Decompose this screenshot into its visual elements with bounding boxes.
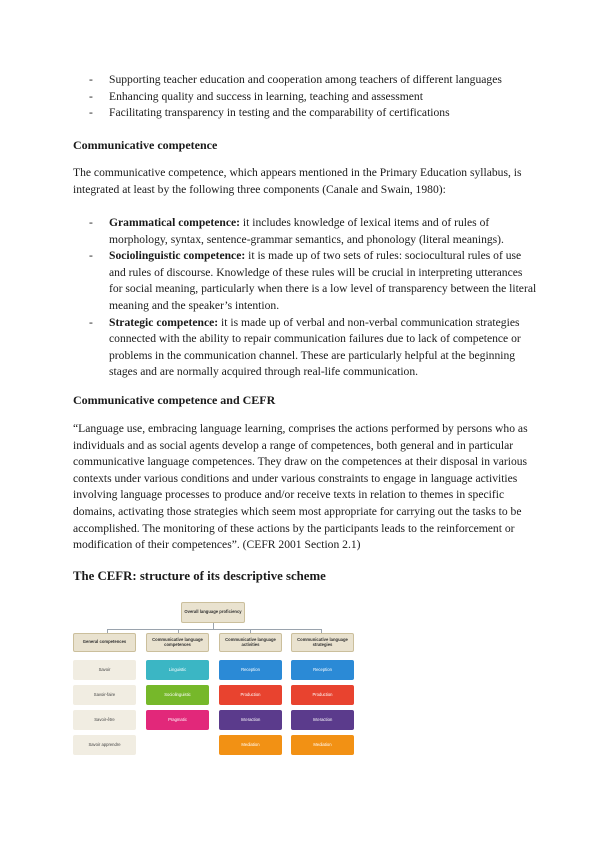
components-list bbox=[89, 215, 537, 381]
item-savoir: Savoir bbox=[73, 660, 136, 680]
root-overall-language-proficiency: Overall language proficiency bbox=[181, 602, 245, 623]
heading-communicative-competence-cefr: Communicative competence and CEFR bbox=[73, 393, 276, 407]
header-communicative-language-competences: Communicative language competences bbox=[146, 633, 209, 652]
term-strategic: Strategic competence: bbox=[109, 315, 219, 329]
header-general-competences: General competences bbox=[73, 633, 136, 652]
definition-grammatical: it includes knowledge of lexical items and of rules of morphology, syntax, sentence-grammar semantics, and phonology (literal meanings). bbox=[109, 216, 504, 246]
intro-paragraph: The communicative competence, which appears mentioned in the Primary Education syllabus, is integrated at least by the following three components (Canale and Swain, 1980): bbox=[73, 166, 522, 196]
heading-cefr-scheme: The CEFR: structure of its descriptive scheme bbox=[73, 569, 326, 583]
item-strategies-production: Production bbox=[291, 685, 354, 705]
list-item-strategic bbox=[89, 315, 537, 381]
list-item-sociolinguistic bbox=[89, 248, 537, 314]
definition-sociolinguistic: it is made up of two sets of rules: sociocultural rules of use and rules of discourse. Knowledge of these rules will be crucial in interpreting utterances for social meaning, particularly when there is a low level of transparency between the literal meaning and the speaker’s intention. bbox=[109, 249, 537, 312]
item-activities-reception: Reception bbox=[219, 660, 282, 680]
list-item: - Facilitating transparency in testing and the comparability of certifications bbox=[89, 105, 549, 122]
item-strategies-interaction: Interaction bbox=[291, 710, 354, 730]
term-sociolinguistic: Sociolinguistic competence: bbox=[109, 249, 246, 263]
item-strategies-reception: Reception bbox=[291, 660, 354, 680]
item-activities-interaction: Interaction bbox=[219, 710, 282, 730]
header-communicative-language-activities: Communicative language activities bbox=[219, 633, 282, 652]
item-linguistic: Linguistic bbox=[146, 660, 209, 680]
objectives-list bbox=[89, 72, 549, 122]
connector-line bbox=[107, 629, 321, 630]
item-activities-mediation: Mediation bbox=[219, 735, 282, 755]
item-activities-production: Production bbox=[219, 685, 282, 705]
header-communicative-language-strategies: Communicative language strategies bbox=[291, 633, 354, 652]
heading-communicative-competence: Communicative competence bbox=[73, 138, 218, 152]
cefr-scheme-diagram bbox=[73, 599, 355, 761]
item-sociolinguistic: Sociolinguistic bbox=[146, 685, 209, 705]
list-item-grammatical bbox=[89, 215, 537, 248]
item-strategies-mediation: Mediation bbox=[291, 735, 354, 755]
term-grammatical: Grammatical competence: bbox=[109, 216, 241, 229]
list-item: - Supporting teacher education and cooperation among teachers of different languages bbox=[89, 72, 549, 89]
item-savoir-etre: Savoir-être bbox=[73, 710, 136, 730]
item-savoir-faire: Savoir-faire bbox=[73, 685, 136, 705]
cefr-quote-paragraph: “Language use, embracing language learning, comprises the actions performed by persons who as individuals and as social agents develop a range of competences, both general and in particular communicative language competences. They draw on the competences at their disposal in various contexts under various conditions and under various constraints to engage in language activities involving language processes to produce and/or receive texts in relation to themes in specific domains, activating those strategies which seem most appropriate for carrying out the tasks to be accomplished. The monitoring of these actions by the participants leads to the reinforcement or modification of their competences”. (CEFR 2001 Section 2.1) bbox=[73, 422, 528, 552]
list-item: - Enhancing quality and success in learning, teaching and assessment bbox=[89, 89, 549, 106]
item-pragmatic: Pragmatic bbox=[146, 710, 209, 730]
definition-strategic: it is made up of verbal and non-verbal communication strategies connected with the ability to repair communication failures due to lack of competence or problems in the communication channel. These are particularly helpful at the beginning stages and are normally acquired through real-life communication. bbox=[109, 315, 521, 379]
item-savoir-apprendre: Savoir apprendre bbox=[73, 735, 136, 755]
